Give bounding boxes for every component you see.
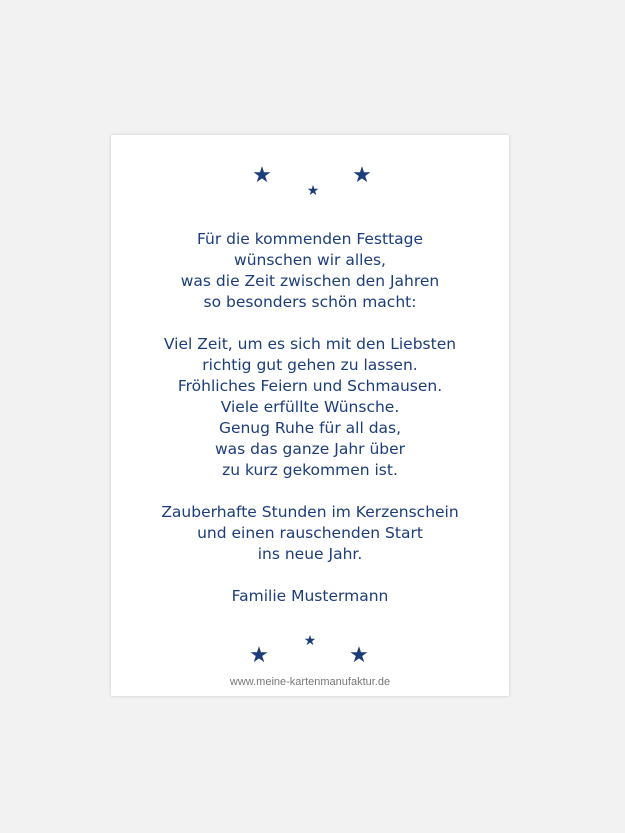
greeting-card xyxy=(111,135,509,696)
star-icon: ★ xyxy=(252,163,272,188)
message-line: Zauberhafte Stunden im Kerzenschein xyxy=(161,503,459,521)
message-line: Fröhliches Feiern und Schmausen. xyxy=(177,377,443,395)
message-line: richtig gut gehen zu lassen. xyxy=(202,356,418,374)
star-icon: ★ xyxy=(306,183,320,199)
message-line: zu kurz gekommen ist. xyxy=(222,461,398,479)
star-icon: ★ xyxy=(303,633,317,649)
message-line: Viele erfüllte Wünsche. xyxy=(220,398,400,416)
message-line: Für die kommenden Festtage xyxy=(196,230,424,248)
message-line: ins neue Jahr. xyxy=(257,545,363,563)
card-message xyxy=(111,229,509,607)
message-line: Genug Ruhe für all das, xyxy=(218,419,402,437)
star-icon: ★ xyxy=(352,163,372,188)
message-line: und einen rauschenden Start xyxy=(197,524,423,542)
message-line: was das ganze Jahr über xyxy=(214,440,406,458)
message-line: wünschen wir alles, xyxy=(234,251,386,269)
message-line: was die Zeit zwischen den Jahren xyxy=(180,272,440,290)
signature: Familie Mustermann xyxy=(231,587,389,605)
message-line: Viel Zeit, um es sich mit den Liebsten xyxy=(163,335,457,353)
star-icon: ★ xyxy=(249,643,269,668)
star-icon: ★ xyxy=(349,643,369,668)
footer-url: www.meine-kartenmanufaktur.de xyxy=(229,676,391,688)
message-line: so besonders schön macht: xyxy=(203,293,417,311)
